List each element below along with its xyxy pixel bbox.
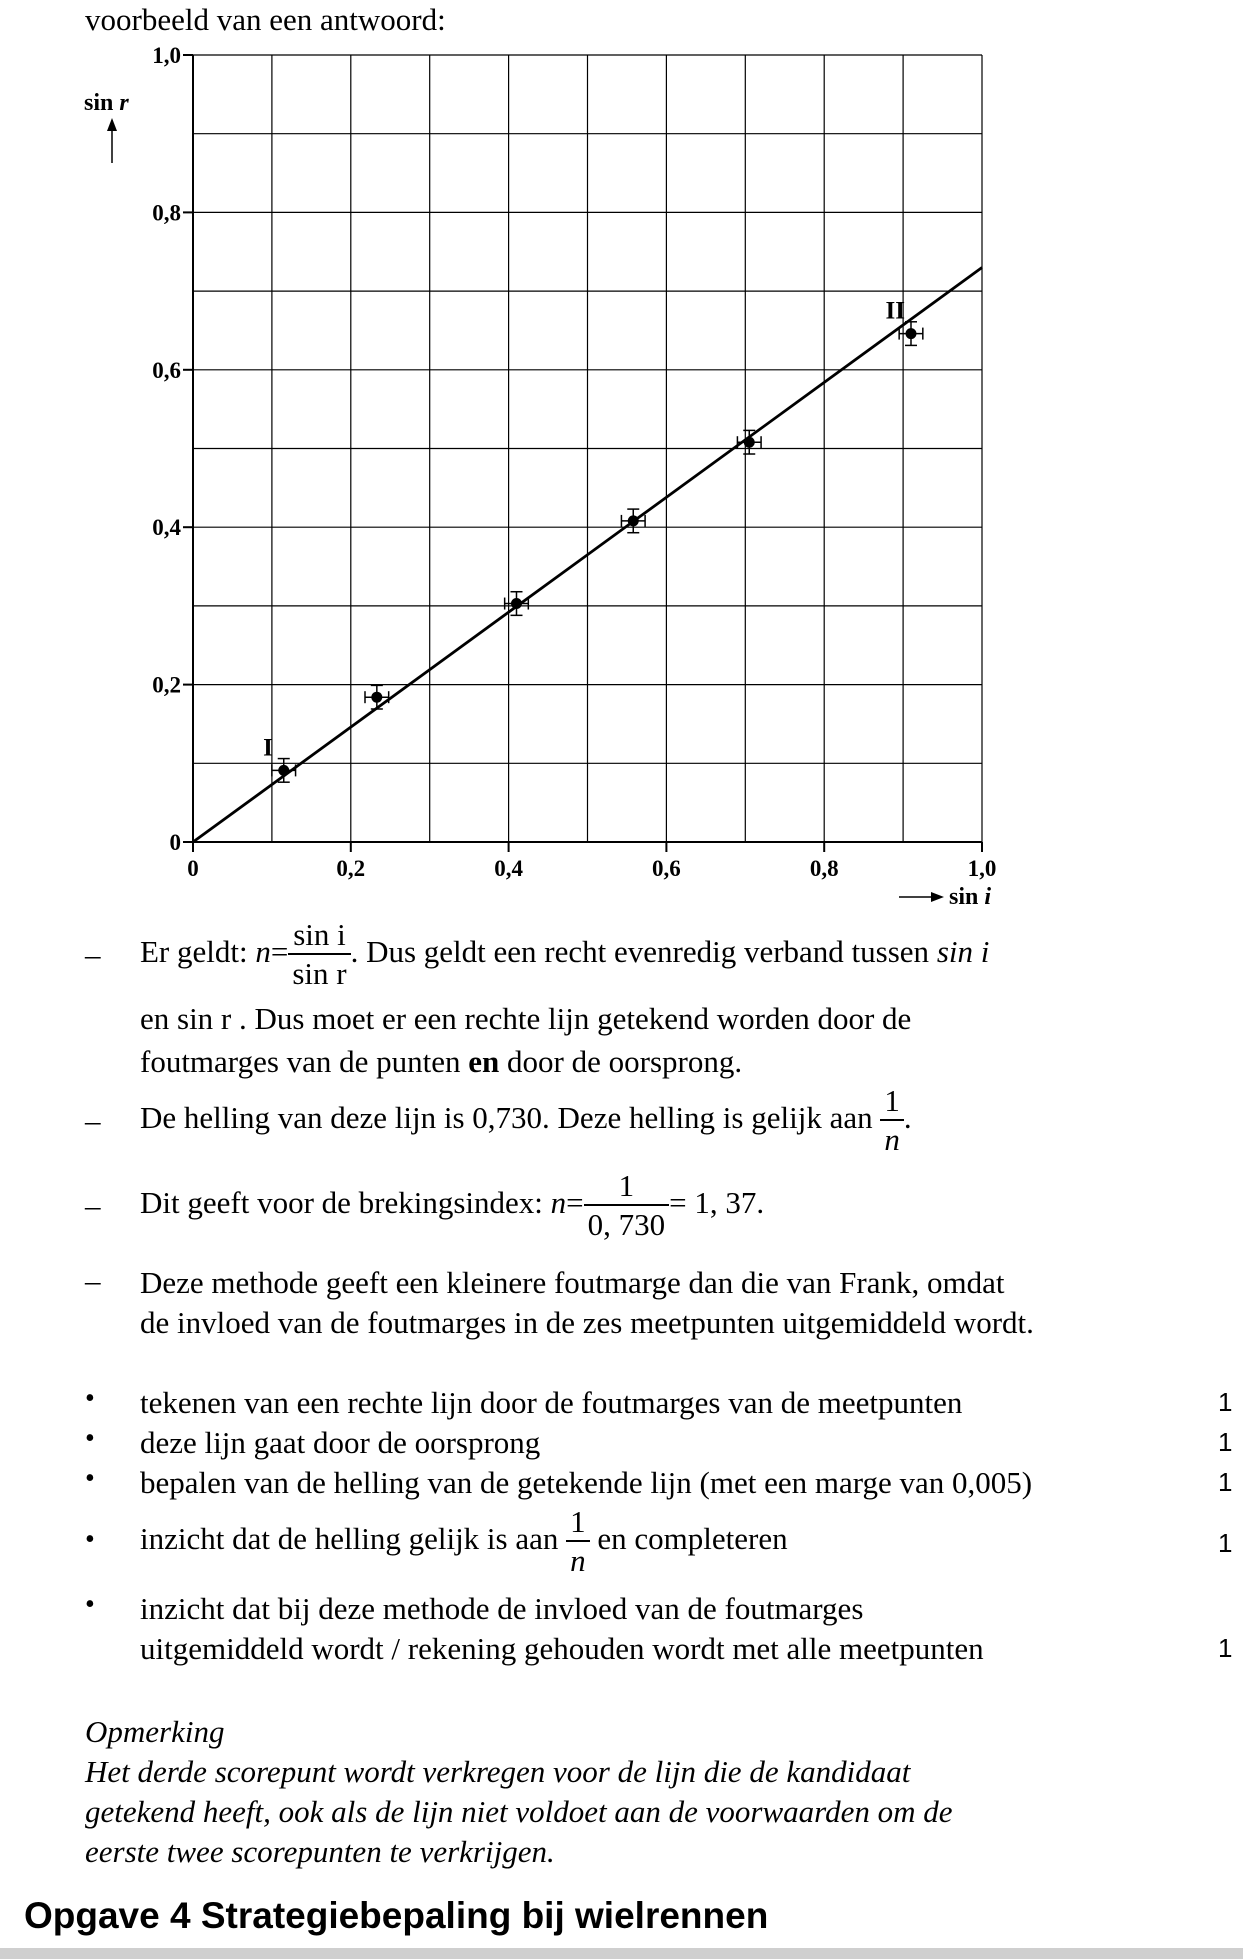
scoring-item-1: tekenen van een rechte lijn door de foutmarges van de meetpunten <box>140 1385 963 1420</box>
numerator: 1 <box>570 1504 586 1539</box>
answer-item-4-line-1: Deze methode geeft een kleinere foutmarge dan die van Frank, omdat <box>140 1265 1005 1300</box>
denominator: sin r <box>288 953 350 993</box>
footer-bar <box>0 1948 1243 1959</box>
scoring-item-3: bepalen van de helling van de getekende lijn (met een marge van 0,005) <box>140 1465 1033 1500</box>
x-tick-label: 1,0 <box>967 856 997 881</box>
text: foutmarges van de punten <box>140 1044 469 1079</box>
remark-title: Opmerking <box>85 1714 225 1749</box>
score-bullet: • <box>85 1383 95 1414</box>
fraction-1-over-n <box>566 1504 590 1580</box>
point-label: II <box>885 297 905 325</box>
text: Dit geeft voor de brekingsindex: <box>140 1185 543 1221</box>
y-tick-label: 0,8 <box>152 200 181 226</box>
answer-item-3 <box>140 1168 764 1244</box>
score-bullet: • <box>85 1463 95 1494</box>
denominator: 0, 730 <box>584 1204 670 1244</box>
sin-i-sin-r-chart <box>0 0 1243 930</box>
answer-item-2 <box>140 1083 912 1159</box>
equals: = <box>270 934 289 970</box>
remark-line-2: getekend heeft, ook als de lijn niet voldoet aan de voorwaarden om de <box>85 1794 953 1829</box>
numerator: sin i <box>293 917 346 952</box>
data-point <box>511 598 522 609</box>
score-bullet: • <box>85 1524 95 1555</box>
denominator: n <box>566 1540 590 1580</box>
score-value: 1 <box>1218 1467 1233 1497</box>
y-axis-arrow-head <box>107 118 117 131</box>
data-point <box>905 328 916 339</box>
score-value: 1 <box>1218 1427 1233 1457</box>
data-point <box>744 437 755 448</box>
score-bullet: • <box>85 1589 95 1620</box>
scoring-item-2: deze lijn gaat door de oorsprong <box>140 1425 541 1460</box>
score-value: 1 <box>1218 1387 1233 1417</box>
fraction-1-over-0730 <box>584 1168 670 1244</box>
data-point <box>371 692 382 703</box>
scoring-item-5-line-1: inzicht dat bij deze methode de invloed van de foutmarges <box>140 1591 864 1626</box>
y-tick-label: 0 <box>169 830 181 855</box>
y-tick-label: 0,6 <box>152 357 181 383</box>
data-point <box>278 765 289 776</box>
score-bullet: • <box>85 1423 95 1454</box>
answer-item-1-line-1 <box>140 917 989 993</box>
fraction-sini-sinr <box>288 917 350 993</box>
answer-item-1-line-2: en sin r . Dus moet er een rechte lijn getekend worden door de <box>140 1001 912 1036</box>
text: door de oorsprong. <box>499 1044 743 1079</box>
scoring-item-5-line-2: uitgemiddeld wordt / rekening gehouden wordt met alle meetpunten <box>140 1631 984 1666</box>
x-axis-label: sin i <box>949 884 992 910</box>
symbol-n: n <box>550 1185 567 1221</box>
score-value: 1 <box>1218 1633 1233 1663</box>
dash-bullet: – <box>85 1103 101 1138</box>
x-axis-arrow-head <box>931 892 944 902</box>
x-tick-label: 0 <box>187 856 199 881</box>
text: . <box>903 1100 912 1136</box>
scoring-item-4 <box>140 1504 788 1580</box>
remark-line-3: eerste twee scorepunten te verkrijgen. <box>85 1834 555 1869</box>
dash-bullet: – <box>85 937 101 972</box>
x-tick-label: 0,6 <box>652 856 681 881</box>
numerator: 1 <box>884 1083 900 1118</box>
dash-bullet: – <box>85 1188 101 1223</box>
y-tick-label: 0,2 <box>152 672 181 698</box>
x-tick-label: 0,8 <box>809 856 839 881</box>
bold-en: en <box>468 1044 500 1079</box>
intro-text: voorbeeld van een antwoord: <box>85 2 446 37</box>
text: = 1, 37. <box>669 1185 765 1221</box>
text: Er geldt: <box>140 934 248 970</box>
answer-item-1-line-3 <box>140 1042 742 1082</box>
dash-bullet: – <box>85 1263 101 1298</box>
y-tick-label: 0,4 <box>152 515 181 541</box>
remark-line-1: Het derde scorepunt wordt verkregen voor de lijn die de kandidaat <box>85 1754 911 1789</box>
sini-text: sin i <box>936 934 990 970</box>
denominator: n <box>880 1119 904 1159</box>
score-value: 1 <box>1218 1528 1233 1558</box>
data-point <box>628 515 639 526</box>
point-label: I <box>263 734 273 762</box>
answer-item-4-line-2: de invloed van de foutmarges in de zes meetpunten uitgemiddeld wordt. <box>140 1305 1034 1340</box>
y-tick-label: 1,0 <box>152 43 181 68</box>
equals: = <box>566 1185 584 1221</box>
x-tick-label: 0,2 <box>336 856 366 881</box>
section-heading: Opgave 4 Strategiebepaling bij wielrennen <box>24 1895 769 1936</box>
text: inzicht dat de helling gelijk is aan <box>140 1521 559 1557</box>
x-tick-label: 0,4 <box>494 856 523 881</box>
text: en completeren <box>597 1521 788 1557</box>
y-axis-label: sin r <box>84 90 129 116</box>
numerator: 1 <box>618 1168 635 1203</box>
fraction-1-over-n <box>880 1083 904 1159</box>
text: . Dus geldt een recht evenredig verband tussen <box>350 934 930 970</box>
symbol-n: n <box>255 934 271 970</box>
text: De helling van deze lijn is 0,730. Deze helling is gelijk aan <box>140 1100 873 1136</box>
